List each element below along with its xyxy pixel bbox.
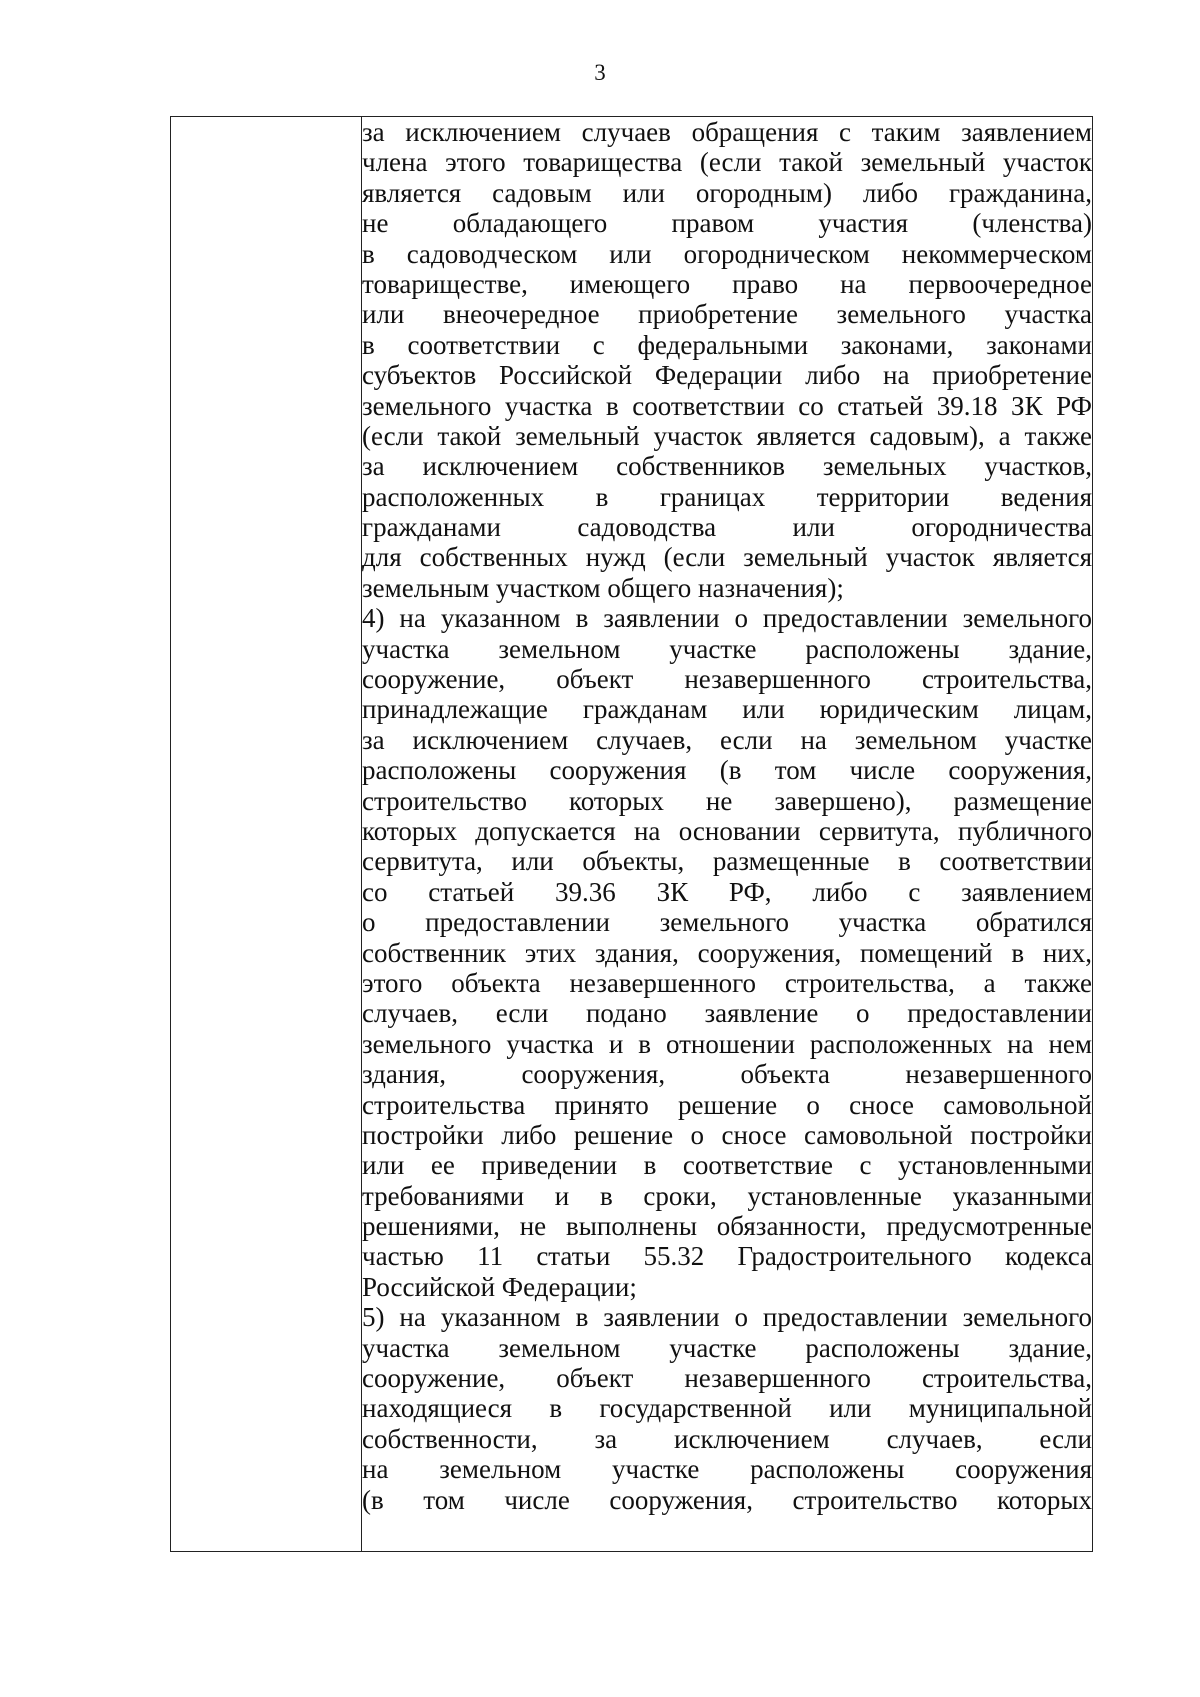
text-line: в соответствии с федеральными законами, законами	[362, 329, 1092, 360]
document-table	[170, 116, 1093, 1552]
text-line: за исключением собственников земельных участков,	[362, 451, 1092, 482]
text-line: земельным участком общего назначения);	[362, 572, 844, 603]
text-line: (если такой земельный участок является садовым), а также	[362, 420, 1092, 451]
text-line: за исключением случаев обращения с таким заявлением	[362, 117, 1092, 147]
text-line: со статьей 39.36 ЗК РФ, либо с заявлением	[362, 876, 1092, 907]
text-line: постройки либо решение о сносе самовольной постройки	[362, 1119, 1092, 1150]
text-line: или внеочередное приобретение земельного участка	[362, 299, 1092, 330]
text-line: собственности, за исключением случаев, если	[362, 1423, 1092, 1454]
text-line: или ее приведении в соответствие с установленными	[362, 1150, 1092, 1181]
text-line: здания, сооружения, объекта незавершенного	[362, 1059, 1092, 1090]
text-line: сооружение, объект незавершенного строительства,	[362, 664, 1092, 695]
text-line: участка земельном участке расположены здание,	[362, 1332, 1092, 1363]
table-row	[171, 117, 1093, 1552]
text-line: расположены сооружения (в том числе сооружения,	[362, 755, 1092, 786]
text-line: земельного участка и в отношении расположенных на нем	[362, 1028, 1092, 1059]
text-line: о предоставлении земельного участка обратился	[362, 907, 1092, 938]
text-line: гражданами садоводства или огородничества	[362, 512, 1092, 543]
text-line: за исключением случаев, если на земельном участке	[362, 724, 1092, 755]
text-line: для собственных нужд (если земельный участок является	[362, 542, 1092, 573]
text-line: Российской Федерации;	[362, 1271, 637, 1302]
text-line: собственник этих здания, сооружения, помещений в них,	[362, 937, 1092, 968]
text-line: не обладающего правом участия (членства)	[362, 208, 1092, 239]
text-line: товариществе, имеющего право на первоочередное	[362, 268, 1092, 299]
left-cell	[171, 117, 362, 1552]
text-line: строительство которых не завершено), размещение	[362, 785, 1092, 816]
text-line: этого объекта незавершенного строительства, а также	[362, 967, 1092, 998]
text-line: требованиями и в сроки, установленные указанными	[362, 1180, 1092, 1211]
text-body	[362, 117, 1092, 1515]
text-line: на земельном участке расположены сооружения	[362, 1454, 1092, 1485]
text-line: 5) на указанном в заявлении о предоставлении земельного	[362, 1302, 1092, 1333]
text-line: решениями, не выполнены обязанности, предусмотренные	[362, 1211, 1092, 1242]
text-line: (в том числе сооружения, строительство которых	[362, 1484, 1092, 1515]
text-line: строительства принято решение о сносе самовольной	[362, 1089, 1092, 1120]
page-number: 3	[594, 60, 606, 85]
right-cell	[362, 117, 1093, 1552]
text-line: в садоводческом или огородническом некоммерческом	[362, 238, 1092, 269]
text-line: частью 11 статьи 55.32 Градостроительного кодекса	[362, 1241, 1092, 1272]
text-line: 4) на указанном в заявлении о предоставлении земельного	[362, 603, 1092, 634]
text-line: земельного участка в соответствии со статьей 39.18 ЗК РФ	[362, 390, 1092, 421]
text-line: субъектов Российской Федерации либо на приобретение	[362, 360, 1092, 391]
text-line: расположенных в границах территории ведения	[362, 481, 1092, 512]
text-line: сервитута, или объекты, размещенные в соответствии	[362, 846, 1092, 877]
text-line: принадлежащие гражданам или юридическим лицам,	[362, 694, 1092, 725]
text-line: сооружение, объект незавершенного строительства,	[362, 1363, 1092, 1394]
text-line: является садовым или огородным) либо гражданина,	[362, 177, 1092, 208]
text-line: участка земельном участке расположены здание,	[362, 633, 1092, 664]
text-line: члена этого товарищества (если такой земельный участок	[362, 147, 1092, 178]
text-line: которых допускается на основании сервитута, публичного	[362, 815, 1092, 846]
text-line: находящиеся в государственной или муниципальной	[362, 1393, 1092, 1424]
text-line: случаев, если подано заявление о предоставлении	[362, 998, 1092, 1029]
